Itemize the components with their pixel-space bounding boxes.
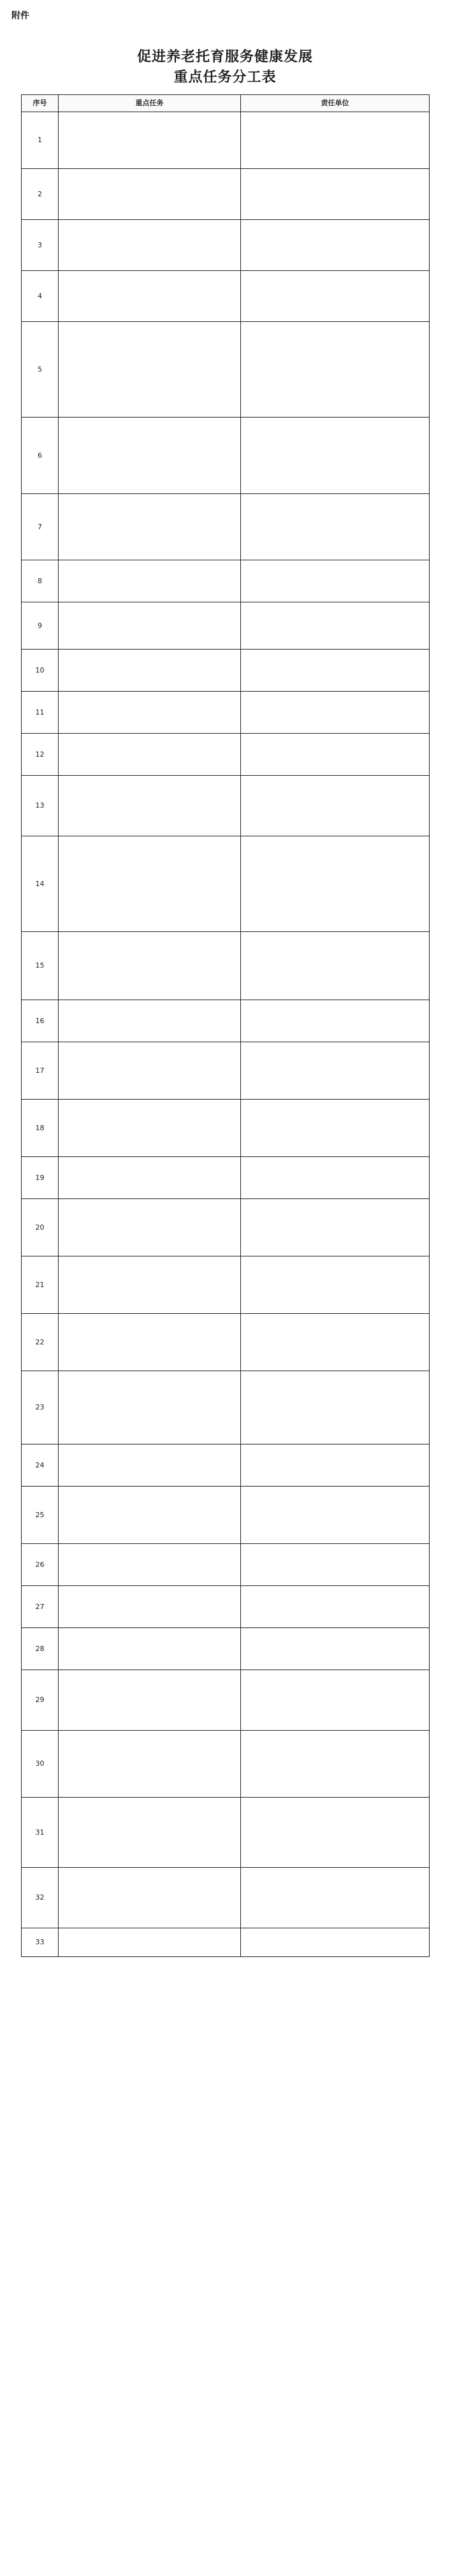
table-row [22,271,430,322]
row-task [59,1157,241,1199]
row-task [59,1544,241,1586]
row-number: 5 [22,322,59,418]
table-row [22,1100,430,1157]
row-responsible-unit [241,1444,430,1487]
table-row [22,650,430,692]
row-responsible-unit [241,776,430,836]
row-responsible-unit [241,1868,430,1928]
table-row [22,1256,430,1314]
column-header-unit: 责任单位 [241,95,430,112]
row-task [59,1314,241,1371]
row-responsible-unit [241,650,430,692]
row-responsible-unit [241,560,430,602]
row-number: 30 [22,1731,59,1798]
row-task [59,1868,241,1928]
row-task [59,1798,241,1868]
row-number: 9 [22,602,59,650]
document-title-line2: 重点任务分工表 [173,69,277,85]
row-responsible-unit [241,1798,430,1868]
row-responsible-unit [241,932,430,1000]
table-body [22,112,430,1957]
row-number: 15 [22,932,59,1000]
row-number: 8 [22,560,59,602]
table-row [22,1928,430,1957]
row-number: 17 [22,1042,59,1100]
row-responsible-unit [241,692,430,734]
table-row [22,1371,430,1444]
row-responsible-unit [241,1628,430,1670]
row-task [59,1444,241,1487]
row-task [59,322,241,418]
row-task [59,650,241,692]
row-task [59,602,241,650]
row-responsible-unit [241,1544,430,1586]
row-responsible-unit [241,1371,430,1444]
row-number: 26 [22,1544,59,1586]
row-number: 3 [22,220,59,271]
row-task [59,494,241,560]
row-number: 4 [22,271,59,322]
row-number: 16 [22,1000,59,1042]
attachment-label: 附件 [11,11,29,21]
column-header-task: 重点任务 [59,95,241,112]
table-row [22,169,430,220]
table-row [22,1798,430,1868]
table-row [22,1544,430,1586]
table-row [22,418,430,494]
row-responsible-unit [241,734,430,776]
row-number: 25 [22,1487,59,1544]
row-number: 27 [22,1586,59,1628]
row-task [59,1731,241,1798]
table-row [22,1314,430,1371]
row-number: 2 [22,169,59,220]
table-row [22,1731,430,1798]
task-division-table [21,94,430,1957]
row-responsible-unit [241,1256,430,1314]
row-task [59,932,241,1000]
row-task [59,220,241,271]
row-number: 23 [22,1371,59,1444]
row-task [59,1256,241,1314]
table-row [22,1628,430,1670]
row-task [59,1487,241,1544]
row-responsible-unit [241,1100,430,1157]
row-number: 19 [22,1157,59,1199]
table-row [22,1487,430,1544]
row-responsible-unit [241,1042,430,1100]
row-responsible-unit [241,1000,430,1042]
table-row [22,112,430,169]
row-number: 21 [22,1256,59,1314]
row-number: 22 [22,1314,59,1371]
row-task [59,734,241,776]
row-responsible-unit [241,1199,430,1256]
row-responsible-unit [241,494,430,560]
table-row [22,220,430,271]
row-responsible-unit [241,1670,430,1731]
row-number: 29 [22,1670,59,1731]
row-responsible-unit [241,1586,430,1628]
row-number: 18 [22,1100,59,1157]
row-task [59,1670,241,1731]
row-task [59,1586,241,1628]
table-row [22,560,430,602]
table-row [22,1042,430,1100]
table-row [22,1444,430,1487]
table-row [22,692,430,734]
row-responsible-unit [241,322,430,418]
table-row [22,602,430,650]
row-responsible-unit [241,1731,430,1798]
row-responsible-unit [241,220,430,271]
row-number: 20 [22,1199,59,1256]
row-responsible-unit [241,418,430,494]
row-task [59,271,241,322]
table-header-row [22,95,430,112]
row-task [59,1928,241,1957]
table-row [22,1199,430,1256]
table-row [22,1868,430,1928]
row-responsible-unit [241,112,430,169]
row-number: 28 [22,1628,59,1670]
row-task [59,1042,241,1100]
table-row [22,734,430,776]
table-row [22,322,430,418]
row-task [59,418,241,494]
row-task [59,169,241,220]
table-row [22,932,430,1000]
table-row [22,1586,430,1628]
row-responsible-unit [241,1487,430,1544]
row-responsible-unit [241,271,430,322]
row-responsible-unit [241,1928,430,1957]
table-row [22,1000,430,1042]
row-number: 32 [22,1868,59,1928]
row-responsible-unit [241,1314,430,1371]
row-number: 11 [22,692,59,734]
row-number: 1 [22,112,59,169]
row-responsible-unit [241,1157,430,1199]
table-row [22,1670,430,1731]
row-number: 31 [22,1798,59,1868]
row-task [59,1371,241,1444]
row-task [59,836,241,932]
row-number: 6 [22,418,59,494]
row-task [59,560,241,602]
row-task [59,692,241,734]
table-row [22,836,430,932]
table-row [22,1157,430,1199]
row-task [59,1628,241,1670]
row-number: 12 [22,734,59,776]
column-header-number: 序号 [22,95,59,112]
row-task [59,1000,241,1042]
row-number: 14 [22,836,59,932]
row-task [59,1199,241,1256]
row-number: 24 [22,1444,59,1487]
table-row [22,494,430,560]
document-title-line1: 促进养老托育服务健康发展 [136,48,313,65]
row-responsible-unit [241,602,430,650]
row-responsible-unit [241,836,430,932]
row-number: 33 [22,1928,59,1957]
row-responsible-unit [241,169,430,220]
row-task [59,776,241,836]
row-number: 13 [22,776,59,836]
row-number: 7 [22,494,59,560]
row-task [59,1100,241,1157]
row-number: 10 [22,650,59,692]
table-row [22,776,430,836]
row-task [59,112,241,169]
